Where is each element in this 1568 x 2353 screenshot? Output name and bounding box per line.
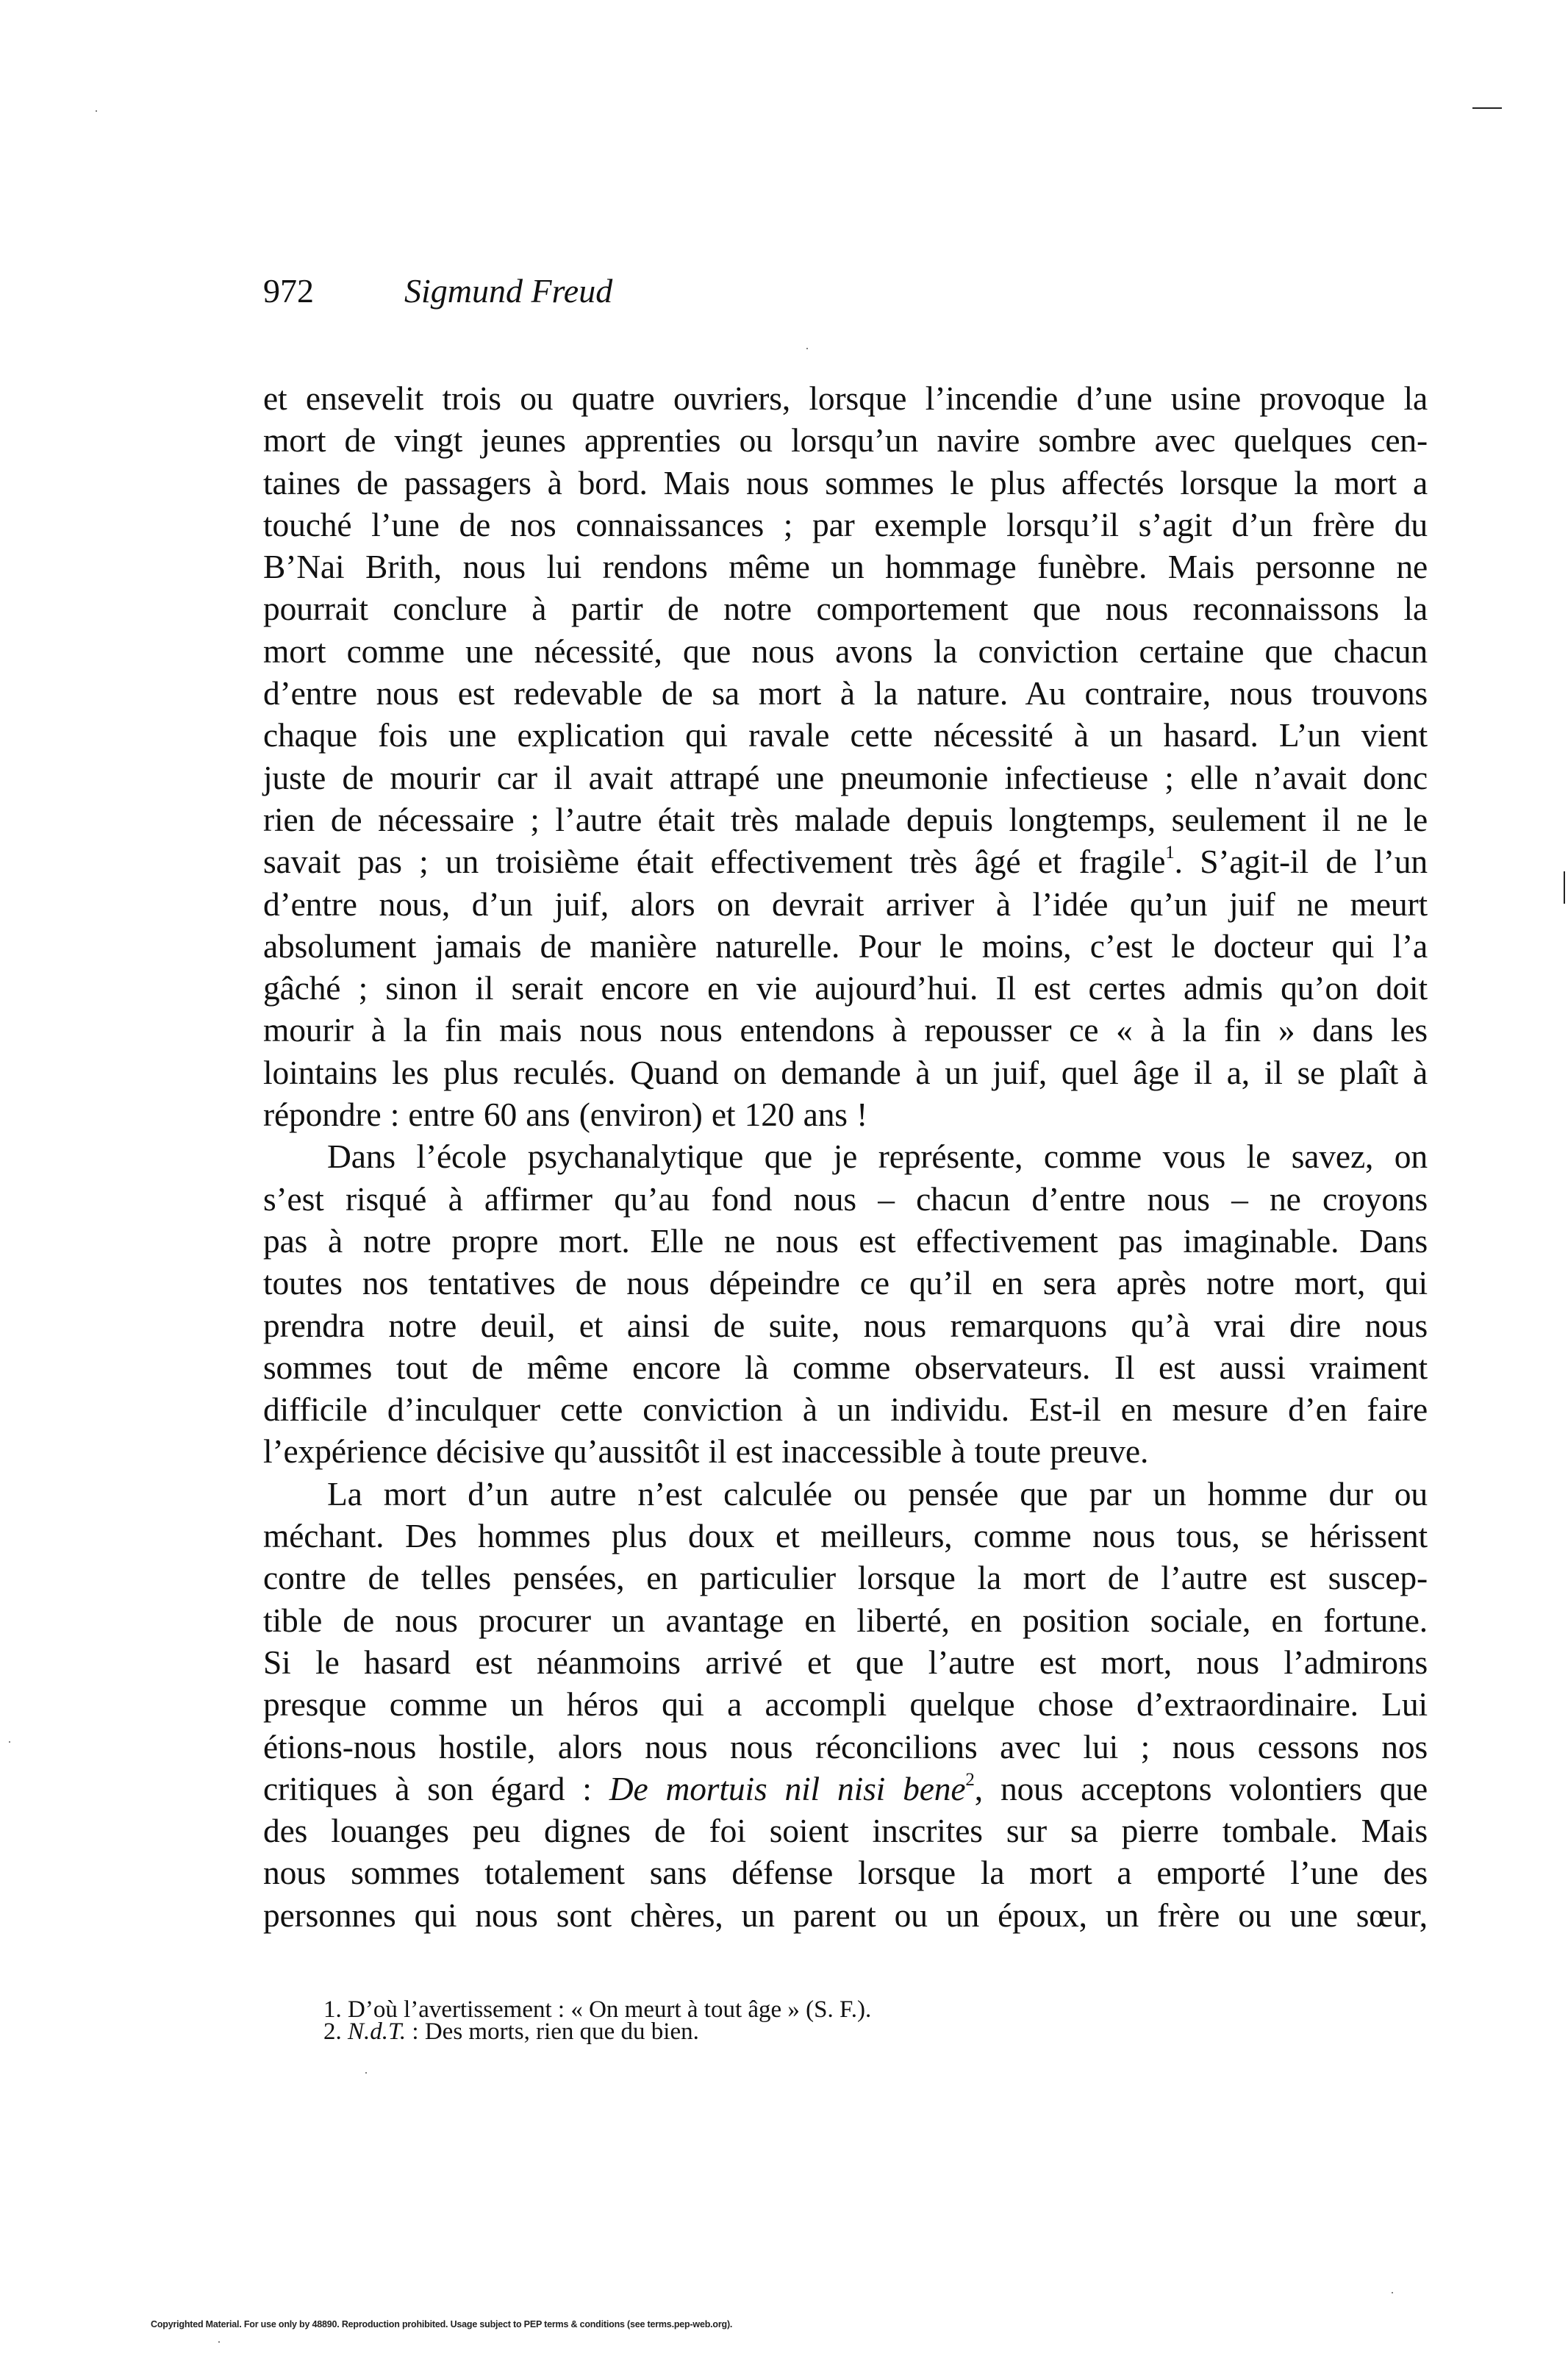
text-line: mourir à la fin mais nous nous entendons à repousser ce « à la fin » dans les <box>263 1011 1428 1049</box>
copyright-notice: Copyrighted Material. For use only by 48890. Reproduction prohibited. Usage subject to PEP terms & conditions (see terms.pep-web.org). <box>151 2319 733 2329</box>
footnote-text: D’où l’avertissement : « On meurt à tout âge » (S. F.). <box>348 1996 872 2023</box>
text-line: personnes qui nous sont chères, un parent ou un époux, un frère ou une sœur, <box>263 1896 1428 1934</box>
text-line: nous sommes totalement sans défense lorsque la mort a emporté l’une des <box>263 1854 1428 1892</box>
text-line: mort comme une nécessité, que nous avons la conviction certaine que chacun <box>263 632 1428 670</box>
text-line: chaque fois une explication qui ravale cette nécessité à un hasard. L’un vient <box>263 716 1428 754</box>
text-line: gâché ; sinon il serait encore en vie aujourd’hui. Il est certes admis qu’on doit <box>263 969 1428 1007</box>
scan-speck <box>96 110 97 112</box>
text-line: pas à notre propre mort. Elle ne nous est effectivement pas imaginable. Dans <box>263 1221 1428 1260</box>
margin-mark-right <box>1564 871 1565 904</box>
page-number: 972 <box>263 272 314 310</box>
line-text: savait pas ; un troisième était effectivement très âgé et fragile <box>263 843 1166 881</box>
text-line: tible de nous procurer un avantage en liberté, en position sociale, en fortune. <box>263 1601 1428 1639</box>
footnote-label: N.d.T. <box>348 2018 407 2045</box>
crop-mark-top <box>1472 107 1502 109</box>
footnote-text: : Des morts, rien que du bien. <box>406 2018 699 2045</box>
text-line: Dans l’école psychanalytique que je représente, comme vous le savez, on <box>327 1138 1428 1176</box>
footnote-ref-1[interactable]: 1 <box>1165 843 1175 863</box>
footnote-number: 1. <box>323 1996 342 2023</box>
text-line: rien de nécessaire ; l’autre était très malade depuis longtemps, seulement il ne le <box>263 800 1428 838</box>
text-line: La mort d’un autre n’est calculée ou pensée que par un homme dur ou <box>327 1474 1428 1513</box>
footnote-2 <box>323 2018 871 2045</box>
line-text: , nous acceptons volontiers que <box>974 1769 1428 1807</box>
text-line: toutes nos tentatives de nous dépeindre ce qu’il en sera après notre mort, qui <box>263 1264 1428 1302</box>
text-line: sommes tout de même encore là comme observateurs. Il est aussi vraiment <box>263 1348 1428 1386</box>
scan-speck <box>1392 2292 1393 2293</box>
footnote-1 <box>323 1996 872 2023</box>
latin-phrase: De mortuis nil nisi bene <box>609 1769 966 1807</box>
text-line: d’entre nous est redevable de sa mort à la nature. Au contraire, nous trouvons <box>263 674 1428 713</box>
text-line-with-note <box>263 840 1428 882</box>
footnote-number: 2. <box>323 2018 342 2045</box>
footnotes <box>323 1996 872 2045</box>
text-line: juste de mourir car il avait attrapé une pneumonie infectieuse ; elle n’avait donc <box>263 758 1428 796</box>
text-line: presque comme un héros qui a accompli quelque chose d’extraordinaire. Lui <box>263 1685 1428 1724</box>
scan-speck <box>365 2072 367 2074</box>
text-line: lointains les plus reculés. Quand on demande à un juif, quel âge il a, il se plaît à <box>263 1053 1428 1091</box>
text-line: étions-nous hostile, alors nous nous réconcilions avec lui ; nous cessons nos <box>263 1727 1428 1765</box>
text-line: répondre : entre 60 ans (environ) et 120 ans ! <box>263 1096 868 1134</box>
scan-speck <box>806 348 808 349</box>
text-line: Si le hasard est néanmoins arrivé et que l’autre est mort, nous l’admirons <box>263 1643 1428 1681</box>
text-line: taines de passagers à bord. Mais nous sommes le plus affectés lorsque la mort a <box>263 463 1428 501</box>
text-line: absolument jamais de manière naturelle. Pour le moins, c’est le docteur qui l’a <box>263 926 1428 965</box>
scan-speck <box>218 2341 220 2343</box>
text-line: et ensevelit trois ou quatre ouvriers, lorsque l’incendie d’une usine provoque la <box>263 379 1428 417</box>
paragraph-2 <box>263 1135 1428 1472</box>
running-head-author: Sigmund Freud <box>404 272 613 310</box>
text-line: difficile d’inculquer cette conviction à un individu. Est-il en mesure d’en faire <box>263 1390 1428 1429</box>
paragraph-1 <box>263 377 1428 1135</box>
text-line: pourrait conclure à partir de notre comportement que nous reconnaissons la <box>263 590 1428 628</box>
text-line: B’Nai Brith, nous lui rendons même un hommage funèbre. Mais personne ne <box>263 548 1428 586</box>
text-line: mort de vingt jeunes apprenties ou lorsqu’un navire sombre avec quelques cen- <box>263 421 1428 460</box>
text-line: des louanges peu dignes de foi soient inscrites sur sa pierre tombale. Mais <box>263 1812 1428 1850</box>
text-line: contre de telles pensées, en particulier lorsque la mort de l’autre est suscep- <box>263 1559 1428 1597</box>
text-line: prendra notre deuil, et ainsi de suite, nous remarquons qu’à vrai dire nous <box>263 1306 1428 1344</box>
paragraph-3 <box>263 1473 1428 1936</box>
running-header <box>263 272 612 310</box>
text-line: l’expérience décisive qu’aussitôt il est inaccessible à toute preuve. <box>263 1432 1149 1471</box>
text-line: s’est risqué à affirmer qu’au fond nous – chacun d’entre nous – ne croyons <box>263 1179 1428 1218</box>
text-line: méchant. Des hommes plus doux et meilleurs, comme nous tous, se hérissent <box>263 1517 1428 1555</box>
footnote-ref-2[interactable]: 2 <box>965 1769 975 1790</box>
text-line: touché l’une de nos connaissances ; par exemple lorsqu’il s’agit d’un frère du <box>263 505 1428 543</box>
line-text: critiques à son égard : <box>263 1769 609 1807</box>
scan-speck <box>9 1741 10 1743</box>
line-text: . S’agit-il de l’un <box>1174 843 1428 881</box>
text-line: d’entre nous, d’un juif, alors on devrait arriver à l’idée qu’un juif ne meurt <box>263 885 1428 923</box>
text-line-with-note <box>263 1768 1428 1810</box>
body-text <box>263 377 1428 1936</box>
